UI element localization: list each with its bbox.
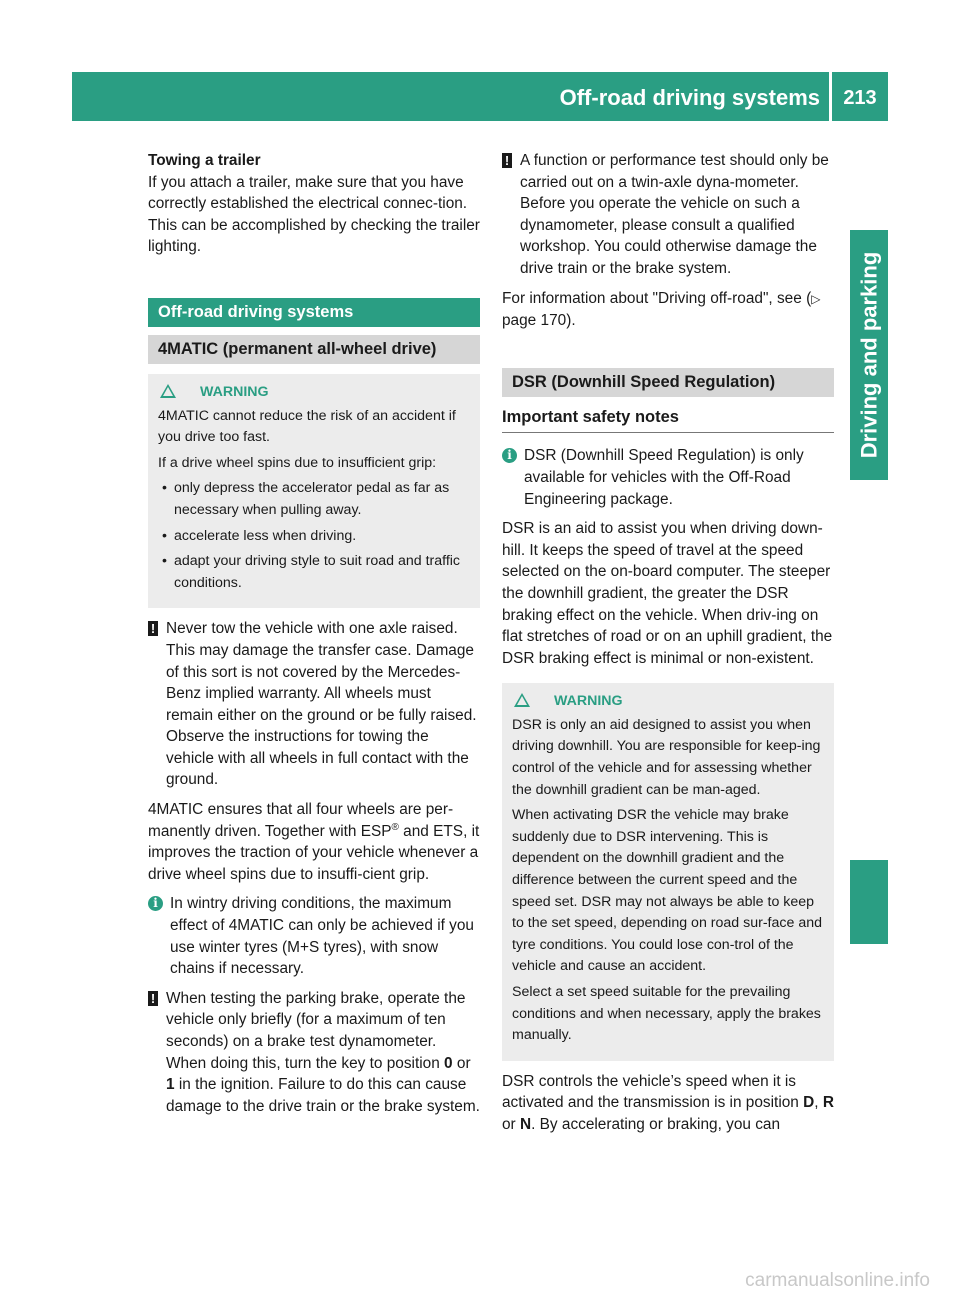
caution-note-text: A function or performance test should only be carried out on a twin-axle dyna-mometer. Before you operate the vehicle on such a dynamometer, please consult a qualified workshop. You could otherwise damage the drive train or the brake system. <box>520 152 829 277</box>
cross-reference <box>502 288 834 332</box>
warning-text: If a drive wheel spins due to insufficient grip: <box>158 454 437 471</box>
warning-bullet: • adapt your driving style to suit road and traffic conditions. <box>158 551 472 594</box>
chapter-marker <box>850 860 888 944</box>
warning-bullet: • only depress the accelerator pedal as far as necessary when pulling away. <box>158 478 472 521</box>
info-icon: i <box>148 896 163 911</box>
page-header <box>72 72 888 121</box>
info-note-text: In wintry driving conditions, the maximum effect of 4MATIC can only be achieved if you use winter tyres (M+S tyres), with snow chains if necessary. <box>170 895 474 978</box>
warning-text: Select a set speed suitable for the prevailing conditions and when necessary, apply the brakes manually. <box>512 984 821 1044</box>
left-column <box>148 150 480 1125</box>
warning-box <box>502 683 834 1061</box>
warning-box <box>148 374 480 608</box>
info-note <box>502 445 834 510</box>
key-position: 0 <box>444 1054 453 1072</box>
chapter-tab-label: Driving and parking <box>856 251 881 459</box>
exclamation-icon: ! <box>148 991 158 1006</box>
warning-title <box>512 691 826 713</box>
info-note <box>148 893 480 979</box>
dsr-heading: DSR (Downhill Speed Regulation) <box>502 368 834 397</box>
connector-text: or <box>452 1054 471 1072</box>
body-text-4matic <box>148 799 480 885</box>
key-position: 1 <box>166 1076 175 1094</box>
caution-note <box>148 988 480 1118</box>
watermark: carmanualsonline.info <box>745 1270 930 1291</box>
gear-position: R <box>822 1094 834 1112</box>
header-title: Off-road driving systems <box>559 85 820 110</box>
towing-heading: Towing a trailer <box>148 152 261 169</box>
body-text-dsr: DSR is an aid to assist you when driving down-hill. It keeps the speed of travel at the speed selected on the on-board computer. The steeper the downhill gradient, the greater the DSR braking effect on the vehicle. When driv-ing on flat stretches of road or on an uphill gradient, the DSR braking effect is minimal or non-existent. <box>502 520 833 667</box>
caution-note-text: When testing the parking brake, operate the vehicle only briefly (for a maximum of ten seconds) on a brake test dynamometer. When doing this, turn the key to position <box>166 989 466 1072</box>
warning-text: DSR is only an aid designed to assist you when driving downhill. You are responsible for keep-ing control of the vehicle and for assessing whether the downhill gradient can be man-aged. <box>512 716 821 798</box>
connector-text: or <box>502 1115 520 1133</box>
warning-text: 4MATIC cannot reduce the risk of an accident if you drive too fast. <box>158 407 456 446</box>
exclamation-icon: ! <box>502 153 512 168</box>
safety-notes-heading: Important safety notes <box>502 407 834 434</box>
connector-text: , <box>814 1094 823 1112</box>
reference-text: For information about "Driving off-road", see ( <box>502 289 812 307</box>
caution-note-text: Never tow the vehicle with one axle raised. This may damage the transfer case. Damage of this sort is not covered by the Mercedes-Benz implied warranty. All wheels must remain either on the ground or be fully raised. Observe the instructions for towing the vehicle with all wheels in full contact with the ground. <box>166 620 477 789</box>
section-heading: Off-road driving systems <box>148 298 480 327</box>
exclamation-icon: ! <box>148 621 158 636</box>
right-column <box>502 150 834 1144</box>
body-text: DSR controls the vehicle’s speed when it is activated and the transmission is in position <box>502 1072 804 1112</box>
caution-note <box>502 150 834 280</box>
warning-triangle-icon <box>160 384 176 398</box>
caution-note-text: in the ignition. Failure to do this can cause damage to the drive train or the brake system. <box>166 1076 480 1115</box>
gear-position: N <box>519 1115 532 1133</box>
body-text: and ETS, it improves the traction of your vehicle whenever a drive wheel spins due to insuffi-cient grip. <box>148 822 480 883</box>
warning-text: When activating DSR the vehicle may brake suddenly due to DSR intervening. This is dependent on the downhill gradient and the difference between the current speed and the speed set. DSR may not always be able to keep to the set speed, depending on road sur-face and tyre conditions. You could lose con-trol of the vehicle and cause an accident. <box>512 807 822 975</box>
warning-title <box>158 382 472 404</box>
page-number: 213 <box>843 87 877 109</box>
chapter-tab-label-wrap <box>850 230 888 480</box>
gear-position: D <box>803 1094 815 1112</box>
subsection-heading: 4MATIC (permanent all-wheel drive) <box>148 335 480 364</box>
reference-text: page 170). <box>502 312 576 330</box>
body-text: . By accelerating or braking, you can <box>531 1115 781 1133</box>
info-note-text: DSR (Downhill Speed Regulation) is only available for vehicles with the Off-Road Engineering package. <box>524 447 804 508</box>
info-icon: i <box>502 448 517 463</box>
warning-triangle-icon <box>514 693 530 707</box>
caution-note <box>148 618 480 791</box>
registered-mark: ® <box>391 821 399 833</box>
warning-bullet: • accelerate less when driving. <box>158 526 472 548</box>
warning-title-text: WARNING <box>200 383 269 400</box>
towing-text: If you attach a trailer, make sure that you have correctly established the electrical connec-tion. This can be accomplished by checking the trailer lighting. <box>148 173 480 256</box>
body-text: 4MATIC ensures that all four wheels are per-manently driven. Together with ESP <box>148 801 454 840</box>
page-ref-arrow-icon: ▷ <box>811 291 821 306</box>
body-text-dsr-control <box>502 1071 834 1136</box>
warning-title-text: WARNING <box>554 693 623 710</box>
